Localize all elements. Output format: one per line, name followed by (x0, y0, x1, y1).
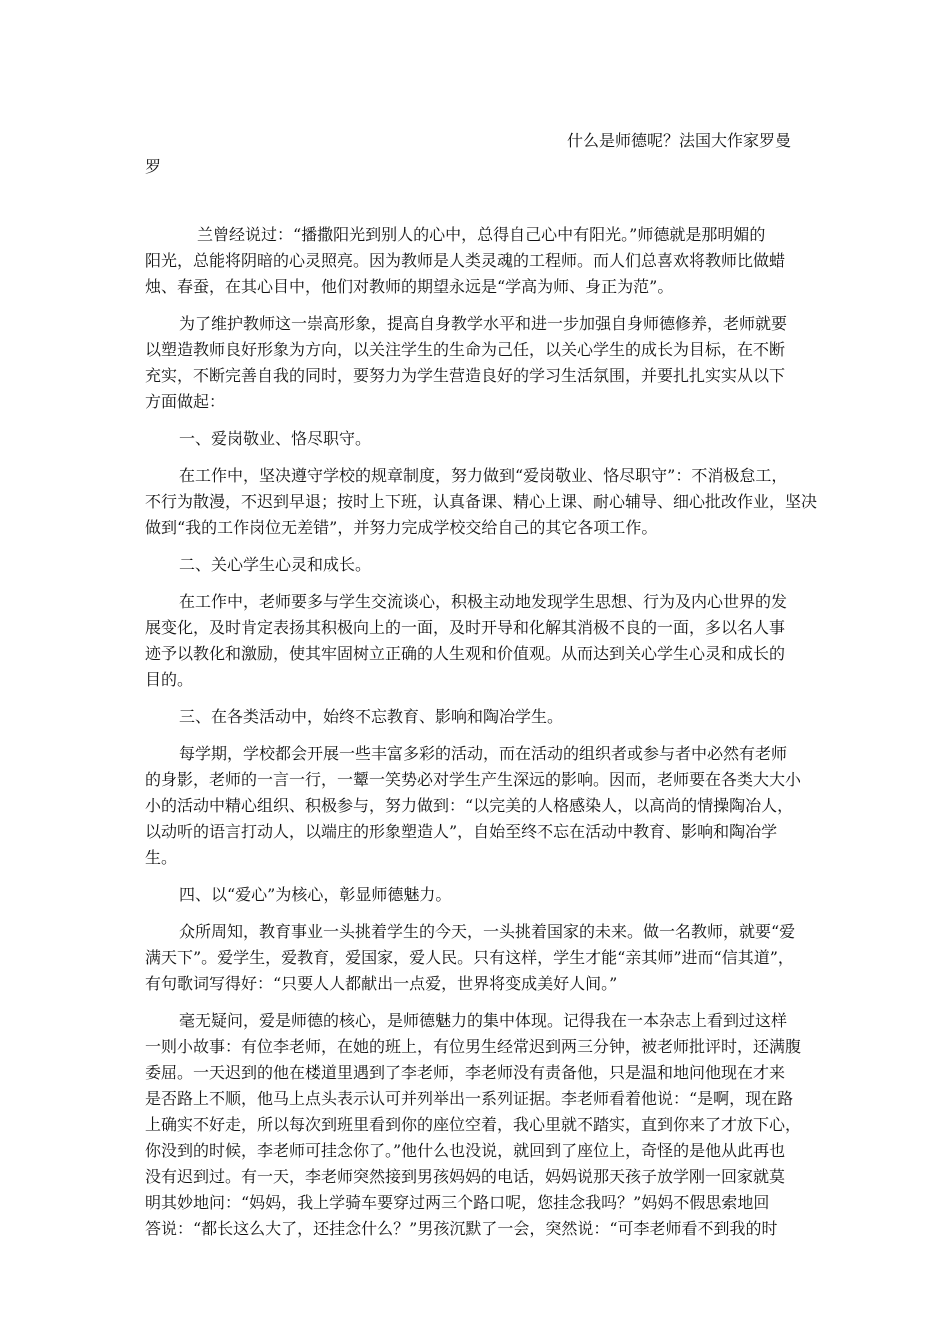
paragraph (145, 222, 805, 300)
paragraph (145, 919, 805, 997)
text-line: 为了维护教师这一崇高形象，提高自身教学水平和进一步加强自身师德修养，老师就要 (179, 314, 788, 333)
paragraph (145, 311, 805, 415)
text-line: 一、爱岗敬业、恪尽职守。 (179, 429, 372, 448)
document-title-wrap: 罗 (145, 157, 162, 176)
text-line: 展变化，及时肯定表扬其积极向上的一面，及时开导和化解其消极不良的一面，多以名人事 (145, 618, 786, 637)
text-line: 迹予以教化和激励，使其牢固树立正确的人生观和价值观。从而达到关心学生心灵和成长的 (145, 644, 786, 663)
section-heading (145, 882, 805, 908)
section-heading (145, 704, 805, 730)
text-line: 上确实不好走，所以每次到班里看到你的座位空着，我心里就不踏实，直到你来了才放下心， (145, 1115, 802, 1134)
section-heading (145, 552, 805, 578)
text-line: 三、在各类活动中，始终不忘教育、影响和陶冶学生。 (179, 707, 564, 726)
text-line: 是否路上不顺，他马上点头表示认可并列举出一系列证据。李老师看着他说：“是啊，现在路 (145, 1089, 794, 1108)
text-line: 以塑造教师良好形象为方向，以关注学生的生命为己任，以关心学生的成长为目标，在不断 (145, 340, 786, 359)
text-line: 兰曾经说过：“播撒阳光到别人的心中，总得自己心中有阳光。”师德就是那明媚的 (197, 225, 766, 244)
text-line: 你没到的时候，李老师可挂念你了。”他什么也没说，就回到了座位上，奇怪的是他从此再也 (145, 1141, 786, 1160)
text-line: 四、以“爱心”为核心，彰显师德魅力。 (179, 885, 452, 904)
text-line: 充实，不断完善自我的同时，要努力为学生营造良好的学习生活氛围，并要扎扎实实从以下 (145, 366, 786, 385)
text-line: 阳光，总能将阴暗的心灵照亮。因为教师是人类灵魂的工程师。而人们总喜欢将教师比做蜡 (145, 251, 786, 270)
text-line: 答说：“都长这么大了，还挂念什么？”男孩沉默了一会，突然说：“可李老师看不到我的时 (145, 1219, 778, 1238)
text-line: 烛、春蚕，在其心目中，他们对教师的期望永远是“学高为师、身正为范”。 (145, 277, 674, 296)
text-line: 不行为散漫，不迟到早退；按时上下班，认真备课、精心上课、耐心辅导、细心批改作业，坚决 (145, 492, 818, 511)
text-line: 在工作中，坚决遵守学校的规章制度，努力做到“爱岗敬业、恪尽职守”：不消极怠工， (179, 466, 788, 485)
text-line: 没有迟到过。有一天，李老师突然接到男孩妈妈的电话，妈妈说那天孩子放学刚一回家就莫 (145, 1167, 786, 1186)
text-line: 二、关心学生心灵和成长。 (179, 555, 372, 574)
paragraph (145, 1008, 805, 1242)
paragraph (145, 741, 805, 871)
text-line: 委屈。一天迟到的他在楼道里遇到了李老师，李老师没有责备他，只是温和地问他现在才来 (145, 1063, 786, 1082)
paragraph (145, 589, 805, 693)
text-line: 一则小故事：有位李老师，在她的班上，有位男生经常迟到两三分钟，被老师批评时，还满腹 (145, 1037, 802, 1056)
text-line: 众所周知，教育事业一头挑着学生的今天，一头挑着国家的未来。做一名教师，就要“爱 (179, 922, 796, 941)
text-line: 目的。 (145, 670, 194, 689)
text-line: 的身影，老师的一言一行，一颦一笑势必对学生产生深远的影响。因而，老师要在各类大大小 (145, 770, 802, 789)
paragraph (145, 463, 818, 541)
text-line: 明其妙地问：“妈妈，我上学骑车要穿过两三个路口呢，您挂念我吗？”妈妈不假思索地回 (145, 1193, 770, 1212)
text-line: 有句歌词写得好：“只要人人都献出一点爱，世界将变成美好人间。” (145, 974, 618, 993)
text-line: 每学期，学校都会开展一些丰富多彩的活动，而在活动的组织者或参与者中必然有老师 (179, 744, 788, 763)
document-title-line: 什么是师德呢？法国大作家罗曼 (567, 131, 792, 150)
text-line: 生。 (145, 848, 178, 867)
section-heading (145, 426, 805, 452)
text-line: 毫无疑问，爱是师德的核心，是师德魅力的集中体现。记得我在一本杂志上看到过这样 (179, 1011, 788, 1030)
document-body (145, 222, 818, 1253)
text-line: 做到“我的工作岗位无差错”，并努力完成学校交给自己的其它各项工作。 (145, 518, 658, 537)
text-line: 小的活动中精心组织、积极参与，努力做到：“以完美的人格感染人，以高尚的情操陶冶人， (145, 796, 794, 815)
text-line: 在工作中，老师要多与学生交流谈心，积极主动地发现学生思想、行为及内心世界的发 (179, 592, 788, 611)
text-line: 满天下”。爱学生，爱教育，爱国家，爱人民。只有这样，学生才能“亲其师”进而“信其道”， (145, 948, 794, 967)
text-line: 方面做起： (145, 392, 226, 411)
text-line: 以动听的语言打动人，以端庄的形象塑造人”，自始至终不忘在活动中教育、影响和陶冶学 (145, 822, 778, 841)
